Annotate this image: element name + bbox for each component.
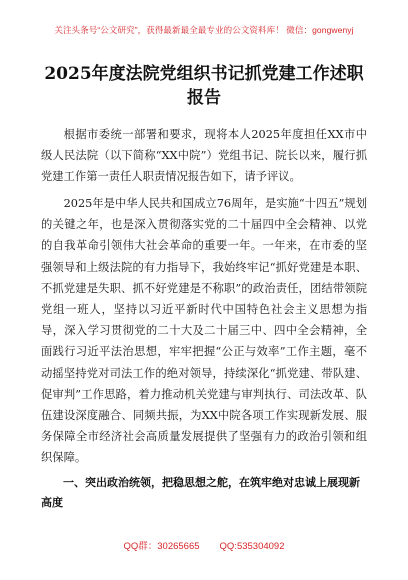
document-title: 2025年度法院党组织书记抓党建工作述职报告 [44,64,364,108]
footer-qq-group: QQ群：30265665 [123,541,200,552]
top-banner: 关注头条号“公文研究”，获得最新最全最专业的公文资料库！ 微信：gongwenyj [54,25,354,35]
body-paragraph: 2025年是中华人民共和国成立76周年，是实施“十四五”规划的关键之年，也是深入贯彻落实党的二十届四中全会精神、以党的自我革命引领伟大社会革命的重要一年。一年来，在市委的坚强领导和上级法院的有力指导下，我始终牢记“抓好党建是本职、不抓党建是失职、抓不好党建是不称职”的政治责任，团结带领院党组一班人，坚持以习近平新时代中国特色社会主义思想为指导，深入学习贯彻党的二十大及二十届三中、四中全会精神，全面践行习近平法治思想，牢牢把握“公正与效率”工作主题，毫不动摇坚持党对司法工作的绝对领导，持续深化“抓党建、带队建、促审判”工作思路，着力推动机关党建与审判执行、司法改革、队伍建设深度融合、同频共振，为XX中院各项工作实现新发展、服务保障全市经济社会高质量发展提供了坚强有力的政治引领和组织保障。 [41,197,367,465]
footer [0,538,408,552]
footer-qq: QQ:535304092 [219,541,285,552]
section-heading: 一、突出政治统领，把稳思想之舵，在筑牢绝对忠诚上展现新高度 [41,476,360,509]
intro-paragraph: 根据市委统一部署和要求，现将本人2025年度担任XX市中级人民法院（以下简称“XX中院”）党组书记、院长以来，履行抓党建工作第一责任人职责情况报告如下，请予评议。 [41,128,367,184]
